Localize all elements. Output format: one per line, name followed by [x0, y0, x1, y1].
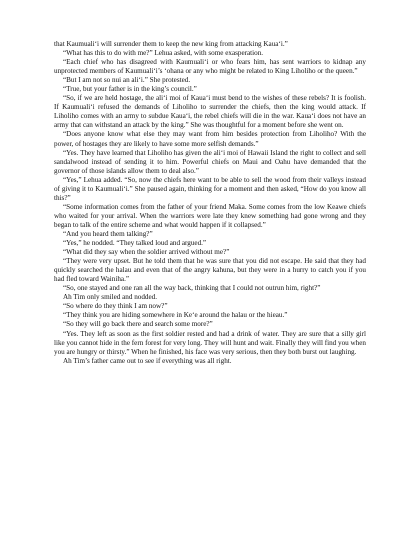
paragraph: “Does anyone know what else they may want from him besides protection from Liholiho? With the power, of hostages they are likely to have some more selfish demands.” — [54, 130, 366, 148]
paragraph: “So where do they think I am now?” — [63, 302, 168, 311]
paragraph: “True, but your father is in the king’s council.” — [63, 85, 197, 94]
paragraph: “So, one stayed and one ran all the way back, thinking that I could not outrun him, right?” — [63, 284, 321, 293]
page-body-text — [54, 40, 366, 366]
paragraph: “But I am not so nui an ali‘i.” She protested. — [63, 76, 191, 85]
paragraph: “So they will go back there and search some more?” — [63, 320, 213, 329]
paragraph: that Kaumuali‘i will surrender them to keep the new king from attacking Kaua‘i.” — [54, 40, 288, 48]
paragraph: “What did they say when the soldier arrived without me?” — [63, 248, 230, 257]
paragraph: “Yes. They have learned that Liholiho has given the ali‘i moi of Hawaii Island the right to collect and sell sandalwood instead of sending it to him. Powerful chiefs on Maui and Oahu have demanded that the governor of those islands allow them to deal also.” — [54, 148, 366, 175]
paragraph: “Each chief who has disagreed with Kaumuali‘i or who fears him, has sent warriors to kidnap any unprotected members of Kaumuali‘i’s ‘ohana or any who might be related to King Liholiho or the queen.” — [54, 58, 366, 76]
paragraph: Ah Tim only smiled and nodded. — [63, 293, 158, 302]
paragraph: “What has this to do with me?” Lehua asked, with some exasperation. — [63, 49, 264, 58]
paragraph: “They think you are hiding somewhere in Ke‘e around the halau or the hieau.” — [63, 311, 288, 320]
paragraph: “Some information comes from the father of your friend Maka. Some comes from the low Keawe chiefs who waited for your arrival. When the warriors were late they knew something had gone wrong and they began to talk of the entire scheme and what would happen if it collapsed.” — [54, 202, 366, 229]
paragraph: “So, if we are held hostage, the ali‘i moi of Kaua‘i must bend to the wishes of these rebels? It is foolish. If Kaumuali‘i refused the demands of Liholiho to surrender the chiefs, then the king would attack. If Liholiho comes with an army to subdue Kaua‘i, the rebel chiefs will die in the war. Kaua‘i does not have an army that can withstand an attack by the king.” She was thoughtful for a moment before she went on. — [54, 94, 366, 130]
paragraph: “Yes,” he nodded. “They talked loud and argued.” — [63, 239, 207, 248]
paragraph: Ah Tim’s father came out to see if everything was all right. — [63, 356, 232, 365]
paragraph: “Yes. They left as soon as the first soldier rested and had a drink of water. They are sure that a silly girl like you cannot hide in the fern forest for very long. They will hunt and wait. Finally they will find you when you are hungry or thirsty.” When he finished, his face was very serious, then they both burst out laughing. — [54, 329, 366, 356]
paragraph: “And you heard them talking?” — [63, 229, 153, 238]
paragraph: “They were very upset. But he told them that he was sure that you did not escape. He said that they had quickly searched the halau and even that of the angry kahuna, but they were in a hurry to catch you if you had fled toward Wainiha.” — [54, 257, 366, 284]
paragraph: “Yes,” Lehua added. “So, now the chiefs here want to be able to sell the wood from their valleys instead of giving it to Kaumuali‘i.” She paused again, thinking for a moment and then asked, “How do you know all this?” — [54, 175, 366, 202]
